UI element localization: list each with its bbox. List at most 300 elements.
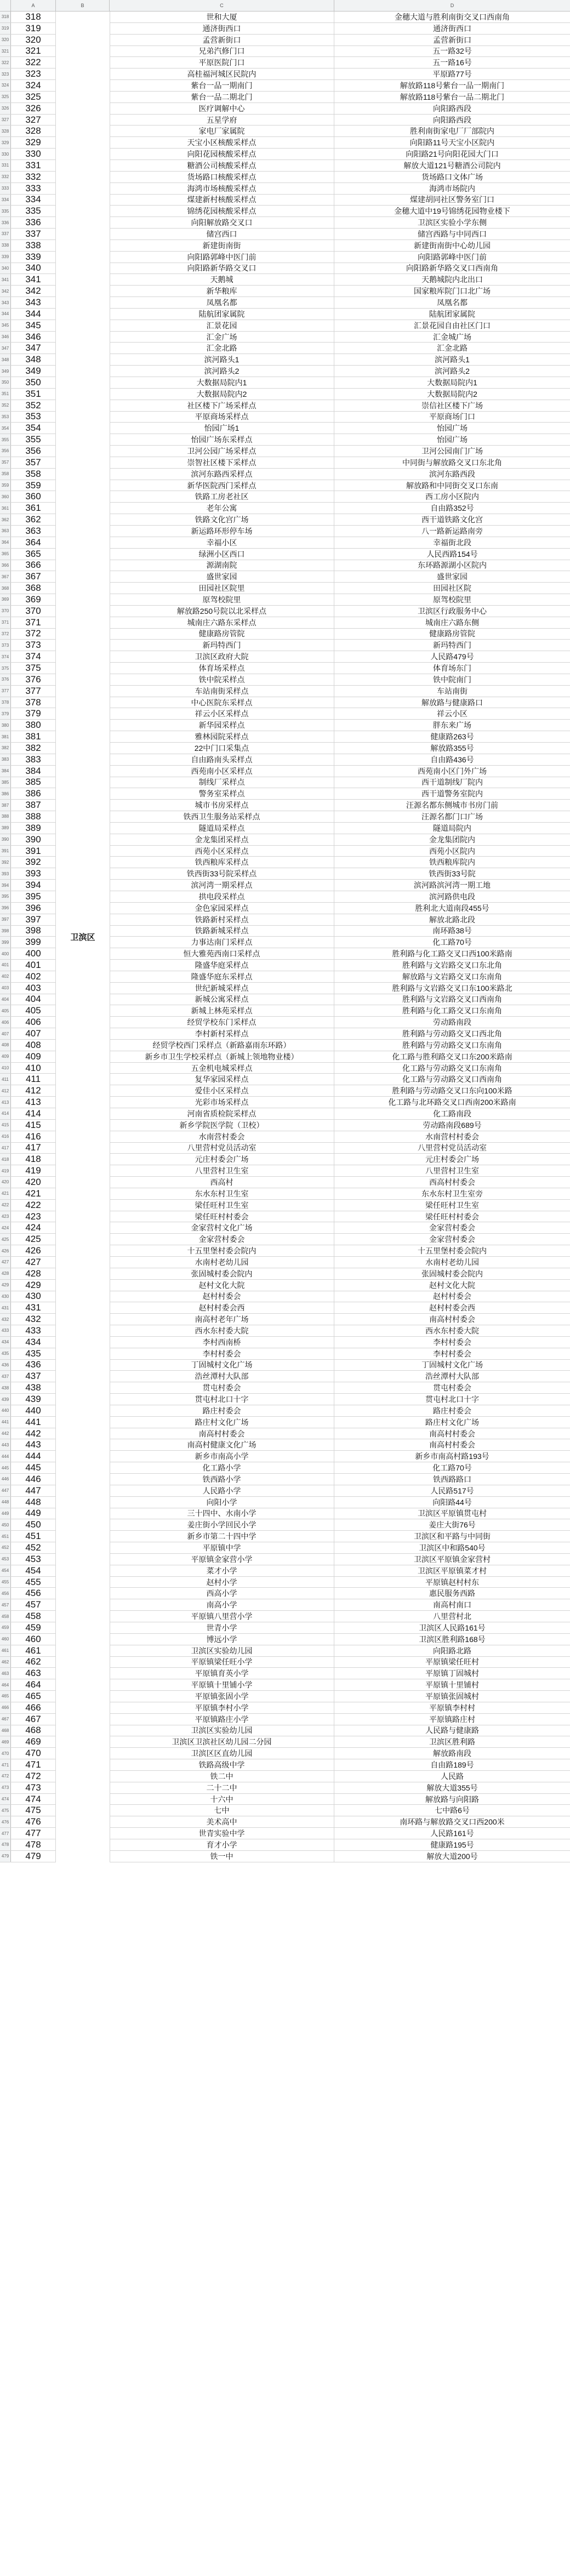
- cell-c-site-name[interactable]: [110, 1714, 334, 1725]
- cell-c-site-name[interactable]: [110, 903, 334, 914]
- cell-d-address[interactable]: [334, 1805, 570, 1816]
- cell-c-site-name[interactable]: [110, 560, 334, 571]
- cell-d-address[interactable]: [334, 12, 570, 22]
- cell-a-number[interactable]: [11, 57, 56, 68]
- cell-a-number[interactable]: [11, 69, 56, 79]
- cell-c-site-name[interactable]: [110, 206, 334, 216]
- cell-c-site-name[interactable]: [110, 1085, 334, 1096]
- cell-c-site-name[interactable]: [110, 526, 334, 537]
- cell-a-number[interactable]: [11, 1805, 56, 1816]
- cell-c-site-name[interactable]: [110, 1348, 334, 1359]
- cell-c-site-name[interactable]: [110, 731, 334, 742]
- cell-d-address[interactable]: [334, 1588, 570, 1599]
- cell-c-site-name[interactable]: [110, 286, 334, 297]
- cell-a-number[interactable]: [11, 640, 56, 651]
- cell-c-site-name[interactable]: [110, 503, 334, 514]
- cell-c-site-name[interactable]: [110, 606, 334, 617]
- cell-a-number[interactable]: [11, 1851, 56, 1862]
- cell-c-site-name[interactable]: [110, 1097, 334, 1108]
- cell-a-number[interactable]: [11, 137, 56, 148]
- cell-d-address[interactable]: [334, 708, 570, 719]
- column-header-d[interactable]: D: [450, 3, 454, 8]
- cell-d-address[interactable]: [334, 263, 570, 274]
- cell-d-address[interactable]: [334, 1211, 570, 1222]
- cell-d-address[interactable]: [334, 446, 570, 457]
- cell-d-address[interactable]: [334, 549, 570, 560]
- cell-a-number[interactable]: [11, 1622, 56, 1633]
- cell-c-site-name[interactable]: [110, 1394, 334, 1405]
- cell-c-site-name[interactable]: [110, 1474, 334, 1485]
- cell-d-address[interactable]: [334, 457, 570, 468]
- cell-c-site-name[interactable]: [110, 160, 334, 171]
- cell-d-address[interactable]: [334, 1074, 570, 1085]
- cell-c-site-name[interactable]: [110, 1291, 334, 1302]
- cell-c-site-name[interactable]: [110, 1017, 334, 1028]
- cell-d-address[interactable]: [334, 651, 570, 662]
- cell-c-site-name[interactable]: [110, 1325, 334, 1336]
- cell-d-address[interactable]: [334, 514, 570, 525]
- cell-c-site-name[interactable]: [110, 23, 334, 34]
- cell-c-site-name[interactable]: [110, 1428, 334, 1439]
- cell-d-address[interactable]: [334, 469, 570, 480]
- cell-c-site-name[interactable]: [110, 1222, 334, 1233]
- cell-c-site-name[interactable]: [110, 1611, 334, 1622]
- cell-a-number[interactable]: [11, 1816, 56, 1827]
- cell-a-number[interactable]: [11, 503, 56, 514]
- cell-c-site-name[interactable]: [110, 366, 334, 377]
- cell-a-number[interactable]: [11, 1005, 56, 1016]
- cell-a-number[interactable]: [11, 46, 56, 57]
- cell-c-site-name[interactable]: [110, 12, 334, 22]
- cell-a-number[interactable]: [11, 948, 56, 959]
- cell-d-address[interactable]: [334, 1165, 570, 1176]
- cell-c-site-name[interactable]: [110, 1337, 334, 1348]
- cell-a-number[interactable]: [11, 1348, 56, 1359]
- cell-c-site-name[interactable]: [110, 1154, 334, 1165]
- cell-a-number[interactable]: [11, 377, 56, 388]
- cell-a-number[interactable]: [11, 1222, 56, 1233]
- cell-d-address[interactable]: [334, 412, 570, 423]
- cell-c-site-name[interactable]: [110, 389, 334, 400]
- cell-d-address[interactable]: [334, 1417, 570, 1428]
- cell-c-site-name[interactable]: [110, 1497, 334, 1508]
- cell-c-site-name[interactable]: [110, 846, 334, 857]
- cell-d-address[interactable]: [334, 320, 570, 331]
- cell-a-number[interactable]: [11, 903, 56, 914]
- cell-d-address[interactable]: [334, 1599, 570, 1610]
- cell-d-address[interactable]: [334, 1759, 570, 1770]
- cell-c-site-name[interactable]: [110, 1531, 334, 1542]
- cell-d-address[interactable]: [334, 1679, 570, 1690]
- cell-d-address[interactable]: [334, 903, 570, 914]
- cell-c-site-name[interactable]: [110, 1782, 334, 1793]
- cell-c-site-name[interactable]: [110, 697, 334, 708]
- cell-c-site-name[interactable]: [110, 1599, 334, 1610]
- cell-d-address[interactable]: [334, 1200, 570, 1211]
- cell-c-site-name[interactable]: [110, 1405, 334, 1416]
- cell-d-address[interactable]: [334, 800, 570, 811]
- cell-d-address[interactable]: [334, 1245, 570, 1256]
- cell-c-site-name[interactable]: [110, 1211, 334, 1222]
- cell-a-number[interactable]: [11, 1371, 56, 1382]
- cell-d-address[interactable]: [334, 1005, 570, 1016]
- cell-c-site-name[interactable]: [110, 766, 334, 777]
- cell-d-address[interactable]: [334, 35, 570, 45]
- cell-d-address[interactable]: [334, 571, 570, 582]
- cell-a-number[interactable]: [11, 332, 56, 343]
- cell-a-number[interactable]: [11, 1554, 56, 1565]
- cell-d-address[interactable]: [334, 1622, 570, 1633]
- cell-a-number[interactable]: [11, 937, 56, 948]
- cell-d-address[interactable]: [334, 115, 570, 126]
- cell-d-address[interactable]: [334, 103, 570, 114]
- cell-a-number[interactable]: [11, 1714, 56, 1725]
- cell-d-address[interactable]: [334, 1154, 570, 1165]
- cell-c-site-name[interactable]: [110, 126, 334, 136]
- cell-a-number[interactable]: [11, 195, 56, 206]
- cell-d-address[interactable]: [334, 697, 570, 708]
- cell-c-site-name[interactable]: [110, 1657, 334, 1668]
- cell-a-number[interactable]: [11, 743, 56, 754]
- cell-a-number[interactable]: [11, 103, 56, 114]
- cell-d-address[interactable]: [334, 960, 570, 971]
- cell-a-number[interactable]: [11, 1405, 56, 1416]
- cell-c-site-name[interactable]: [110, 195, 334, 206]
- cell-a-number[interactable]: [11, 617, 56, 628]
- cell-a-number[interactable]: [11, 1143, 56, 1154]
- cell-d-address[interactable]: [334, 1657, 570, 1668]
- cell-d-address[interactable]: [334, 286, 570, 297]
- cell-c-site-name[interactable]: [110, 1177, 334, 1188]
- cell-a-number[interactable]: [11, 343, 56, 354]
- cell-a-number[interactable]: [11, 1302, 56, 1313]
- cell-a-number[interactable]: [11, 731, 56, 742]
- cell-d-address[interactable]: [334, 1371, 570, 1382]
- cell-a-number[interactable]: [11, 1314, 56, 1325]
- cell-d-address[interactable]: [334, 1257, 570, 1268]
- cell-a-number[interactable]: [11, 583, 56, 594]
- cell-c-site-name[interactable]: [110, 1131, 334, 1142]
- cell-a-number[interactable]: [11, 1063, 56, 1074]
- cell-d-address[interactable]: [334, 948, 570, 959]
- cell-a-number[interactable]: [11, 217, 56, 228]
- cell-d-address[interactable]: [334, 846, 570, 857]
- cell-a-number[interactable]: [11, 1154, 56, 1165]
- cell-d-address[interactable]: [334, 766, 570, 777]
- cell-a-number[interactable]: [11, 263, 56, 274]
- cell-c-site-name[interactable]: [110, 629, 334, 640]
- cell-a-number[interactable]: [11, 1702, 56, 1713]
- cell-d-address[interactable]: [334, 332, 570, 343]
- cell-d-address[interactable]: [334, 309, 570, 320]
- cell-a-number[interactable]: [11, 1108, 56, 1119]
- cell-c-site-name[interactable]: [110, 35, 334, 45]
- cell-c-site-name[interactable]: [110, 1382, 334, 1393]
- cell-d-address[interactable]: [334, 834, 570, 845]
- cell-c-site-name[interactable]: [110, 537, 334, 548]
- cell-d-address[interactable]: [334, 343, 570, 354]
- cell-c-site-name[interactable]: [110, 891, 334, 902]
- cell-a-number[interactable]: [11, 1531, 56, 1542]
- cell-d-address[interactable]: [334, 423, 570, 434]
- cell-a-number[interactable]: [11, 149, 56, 159]
- cell-d-address[interactable]: [334, 994, 570, 1005]
- cell-d-address[interactable]: [334, 1702, 570, 1713]
- cell-a-number[interactable]: [11, 1645, 56, 1656]
- cell-a-number[interactable]: [11, 1451, 56, 1462]
- cell-c-site-name[interactable]: [110, 1143, 334, 1154]
- cell-d-address[interactable]: [334, 914, 570, 925]
- cell-a-number[interactable]: [11, 846, 56, 857]
- cell-d-address[interactable]: [334, 743, 570, 754]
- cell-d-address[interactable]: [334, 674, 570, 685]
- cell-a-number[interactable]: [11, 229, 56, 240]
- cell-d-address[interactable]: [334, 1108, 570, 1119]
- cell-c-site-name[interactable]: [110, 777, 334, 788]
- cell-d-address[interactable]: [334, 754, 570, 765]
- cell-c-site-name[interactable]: [110, 1748, 334, 1759]
- cell-a-number[interactable]: [11, 697, 56, 708]
- cell-c-site-name[interactable]: [110, 1577, 334, 1588]
- cell-d-address[interactable]: [334, 252, 570, 263]
- cell-c-site-name[interactable]: [110, 823, 334, 834]
- cell-d-address[interactable]: [334, 1508, 570, 1519]
- cell-a-number[interactable]: [11, 1577, 56, 1588]
- cell-d-address[interactable]: [334, 240, 570, 251]
- cell-c-site-name[interactable]: [110, 788, 334, 799]
- cell-a-number[interactable]: [11, 206, 56, 216]
- cell-d-address[interactable]: [334, 1439, 570, 1450]
- cell-c-site-name[interactable]: [110, 834, 334, 845]
- cell-a-number[interactable]: [11, 1634, 56, 1645]
- cell-d-address[interactable]: [334, 1565, 570, 1576]
- cell-c-site-name[interactable]: [110, 971, 334, 982]
- cell-d-address[interactable]: [334, 526, 570, 537]
- cell-d-address[interactable]: [334, 1771, 570, 1782]
- cell-a-number[interactable]: [11, 1268, 56, 1279]
- cell-a-number[interactable]: [11, 1337, 56, 1348]
- cell-d-address[interactable]: [334, 1816, 570, 1827]
- cell-a-number[interactable]: [11, 126, 56, 136]
- cell-a-number[interactable]: [11, 1462, 56, 1473]
- cell-d-address[interactable]: [334, 629, 570, 640]
- cell-a-number[interactable]: [11, 1782, 56, 1793]
- cell-a-number[interactable]: [11, 1097, 56, 1108]
- cell-c-site-name[interactable]: [110, 137, 334, 148]
- cell-c-site-name[interactable]: [110, 1439, 334, 1450]
- cell-a-number[interactable]: [11, 629, 56, 640]
- cell-c-site-name[interactable]: [110, 914, 334, 925]
- cell-c-site-name[interactable]: [110, 1805, 334, 1816]
- cell-c-site-name[interactable]: [110, 651, 334, 662]
- cell-c-site-name[interactable]: [110, 1736, 334, 1747]
- cell-a-number[interactable]: [11, 834, 56, 845]
- cell-c-site-name[interactable]: [110, 571, 334, 582]
- cell-a-number[interactable]: [11, 549, 56, 560]
- cell-a-number[interactable]: [11, 1611, 56, 1622]
- cell-d-address[interactable]: [334, 1291, 570, 1302]
- cell-a-number[interactable]: [11, 1725, 56, 1736]
- cell-c-site-name[interactable]: [110, 229, 334, 240]
- cell-d-address[interactable]: [334, 1645, 570, 1656]
- cell-c-site-name[interactable]: [110, 1165, 334, 1176]
- cell-a-number[interactable]: [11, 1417, 56, 1428]
- cell-c-site-name[interactable]: [110, 1417, 334, 1428]
- cell-c-site-name[interactable]: [110, 1200, 334, 1211]
- cell-a-number[interactable]: [11, 160, 56, 171]
- cell-c-site-name[interactable]: [110, 549, 334, 560]
- cell-d-address[interactable]: [334, 606, 570, 617]
- cell-a-number[interactable]: [11, 1257, 56, 1268]
- cell-c-site-name[interactable]: [110, 663, 334, 674]
- cell-c-site-name[interactable]: [110, 1314, 334, 1325]
- cell-c-site-name[interactable]: [110, 252, 334, 263]
- cell-d-address[interactable]: [334, 788, 570, 799]
- cell-c-site-name[interactable]: [110, 800, 334, 811]
- cell-a-number[interactable]: [11, 1668, 56, 1679]
- cell-d-address[interactable]: [334, 1611, 570, 1622]
- cell-a-number[interactable]: [11, 1120, 56, 1131]
- cell-c-site-name[interactable]: [110, 172, 334, 183]
- cell-d-address[interactable]: [334, 1542, 570, 1553]
- cell-c-site-name[interactable]: [110, 674, 334, 685]
- cell-c-site-name[interactable]: [110, 1371, 334, 1382]
- cell-a-number[interactable]: [11, 594, 56, 605]
- cell-c-site-name[interactable]: [110, 1794, 334, 1805]
- cell-c-site-name[interactable]: [110, 1759, 334, 1770]
- cell-c-site-name[interactable]: [110, 1302, 334, 1313]
- cell-c-site-name[interactable]: [110, 183, 334, 194]
- cell-c-site-name[interactable]: [110, 1771, 334, 1782]
- column-header-b[interactable]: B: [56, 0, 110, 11]
- cell-a-number[interactable]: [11, 252, 56, 263]
- cell-a-number[interactable]: [11, 1085, 56, 1096]
- cell-a-number[interactable]: [11, 1188, 56, 1199]
- cell-d-address[interactable]: [334, 1634, 570, 1645]
- cell-a-number[interactable]: [11, 1245, 56, 1256]
- cell-d-address[interactable]: [334, 503, 570, 514]
- cell-d-address[interactable]: [334, 57, 570, 68]
- cell-d-address[interactable]: [334, 1188, 570, 1199]
- cell-a-number[interactable]: [11, 1679, 56, 1690]
- cell-d-address[interactable]: [334, 777, 570, 788]
- cell-a-number[interactable]: [11, 1794, 56, 1805]
- cell-d-address[interactable]: [334, 1097, 570, 1108]
- cell-d-address[interactable]: [334, 1531, 570, 1542]
- cell-c-site-name[interactable]: [110, 708, 334, 719]
- cell-c-site-name[interactable]: [110, 274, 334, 285]
- cell-c-site-name[interactable]: [110, 937, 334, 948]
- cell-a-number[interactable]: [11, 446, 56, 457]
- cell-a-number[interactable]: [11, 115, 56, 126]
- column-header-c[interactable]: C: [110, 0, 334, 11]
- cell-d-address[interactable]: [334, 868, 570, 879]
- cell-c-site-name[interactable]: [110, 1679, 334, 1690]
- cell-c-site-name[interactable]: [110, 297, 334, 308]
- cell-a-number[interactable]: [11, 720, 56, 731]
- cell-d-address[interactable]: [334, 354, 570, 365]
- cell-a-number[interactable]: [11, 1474, 56, 1485]
- cell-a-number[interactable]: [11, 983, 56, 994]
- cell-c-site-name[interactable]: [110, 926, 334, 937]
- cell-a-number[interactable]: [11, 320, 56, 331]
- cell-a-number[interactable]: [11, 960, 56, 971]
- cell-d-address[interactable]: [334, 480, 570, 491]
- cell-d-address[interactable]: [334, 1748, 570, 1759]
- cell-a-number[interactable]: [11, 1691, 56, 1702]
- cell-c-site-name[interactable]: [110, 1188, 334, 1199]
- cell-a-number[interactable]: [11, 1360, 56, 1371]
- cell-c-site-name[interactable]: [110, 1828, 334, 1839]
- cell-a-number[interactable]: [11, 183, 56, 194]
- cell-c-site-name[interactable]: [110, 240, 334, 251]
- cell-d-address[interactable]: [334, 1222, 570, 1233]
- cell-d-address[interactable]: [334, 1348, 570, 1359]
- cell-c-site-name[interactable]: [110, 640, 334, 651]
- cell-a-number[interactable]: [11, 1280, 56, 1291]
- cell-a-number[interactable]: [11, 1657, 56, 1668]
- merged-district-cell[interactable]: [56, 12, 110, 1862]
- cell-a-number[interactable]: [11, 92, 56, 102]
- cell-d-address[interactable]: [334, 126, 570, 136]
- cell-d-address[interactable]: [334, 1714, 570, 1725]
- cell-d-address[interactable]: [334, 1554, 570, 1565]
- cell-d-address[interactable]: [334, 1839, 570, 1850]
- cell-d-address[interactable]: [334, 1382, 570, 1393]
- cell-a-number[interactable]: [11, 777, 56, 788]
- cell-a-number[interactable]: [11, 1599, 56, 1610]
- cell-a-number[interactable]: [11, 1828, 56, 1839]
- cell-a-number[interactable]: [11, 480, 56, 491]
- cell-d-address[interactable]: [334, 537, 570, 548]
- cell-d-address[interactable]: [334, 1040, 570, 1051]
- cell-d-address[interactable]: [334, 1405, 570, 1416]
- cell-a-number[interactable]: [11, 412, 56, 423]
- cell-c-site-name[interactable]: [110, 457, 334, 468]
- cell-c-site-name[interactable]: [110, 446, 334, 457]
- cell-c-site-name[interactable]: [110, 983, 334, 994]
- cell-a-number[interactable]: [11, 491, 56, 502]
- cell-d-address[interactable]: [334, 1302, 570, 1313]
- cell-c-site-name[interactable]: [110, 743, 334, 754]
- cell-d-address[interactable]: [334, 640, 570, 651]
- cell-c-site-name[interactable]: [110, 1485, 334, 1496]
- cell-a-number[interactable]: [11, 880, 56, 891]
- cell-c-site-name[interactable]: [110, 1063, 334, 1074]
- cell-c-site-name[interactable]: [110, 1028, 334, 1039]
- cell-c-site-name[interactable]: [110, 1519, 334, 1530]
- cell-c-site-name[interactable]: [110, 583, 334, 594]
- cell-c-site-name[interactable]: [110, 377, 334, 388]
- cell-a-number[interactable]: [11, 891, 56, 902]
- cell-a-number[interactable]: [11, 1291, 56, 1302]
- cell-d-address[interactable]: [334, 183, 570, 194]
- cell-d-address[interactable]: [334, 274, 570, 285]
- cell-c-site-name[interactable]: [110, 1462, 334, 1473]
- cell-d-address[interactable]: [334, 377, 570, 388]
- corner-cell[interactable]: [0, 0, 11, 11]
- cell-a-number[interactable]: [11, 514, 56, 525]
- cell-c-site-name[interactable]: [110, 1542, 334, 1553]
- cell-d-address[interactable]: [334, 1268, 570, 1279]
- cell-a-number[interactable]: [11, 857, 56, 868]
- cell-c-site-name[interactable]: [110, 1245, 334, 1256]
- cell-d-address[interactable]: [334, 1428, 570, 1439]
- cell-a-number[interactable]: [11, 354, 56, 365]
- cell-c-site-name[interactable]: [110, 1040, 334, 1051]
- cell-a-number[interactable]: [11, 1325, 56, 1336]
- cell-a-number[interactable]: [11, 423, 56, 434]
